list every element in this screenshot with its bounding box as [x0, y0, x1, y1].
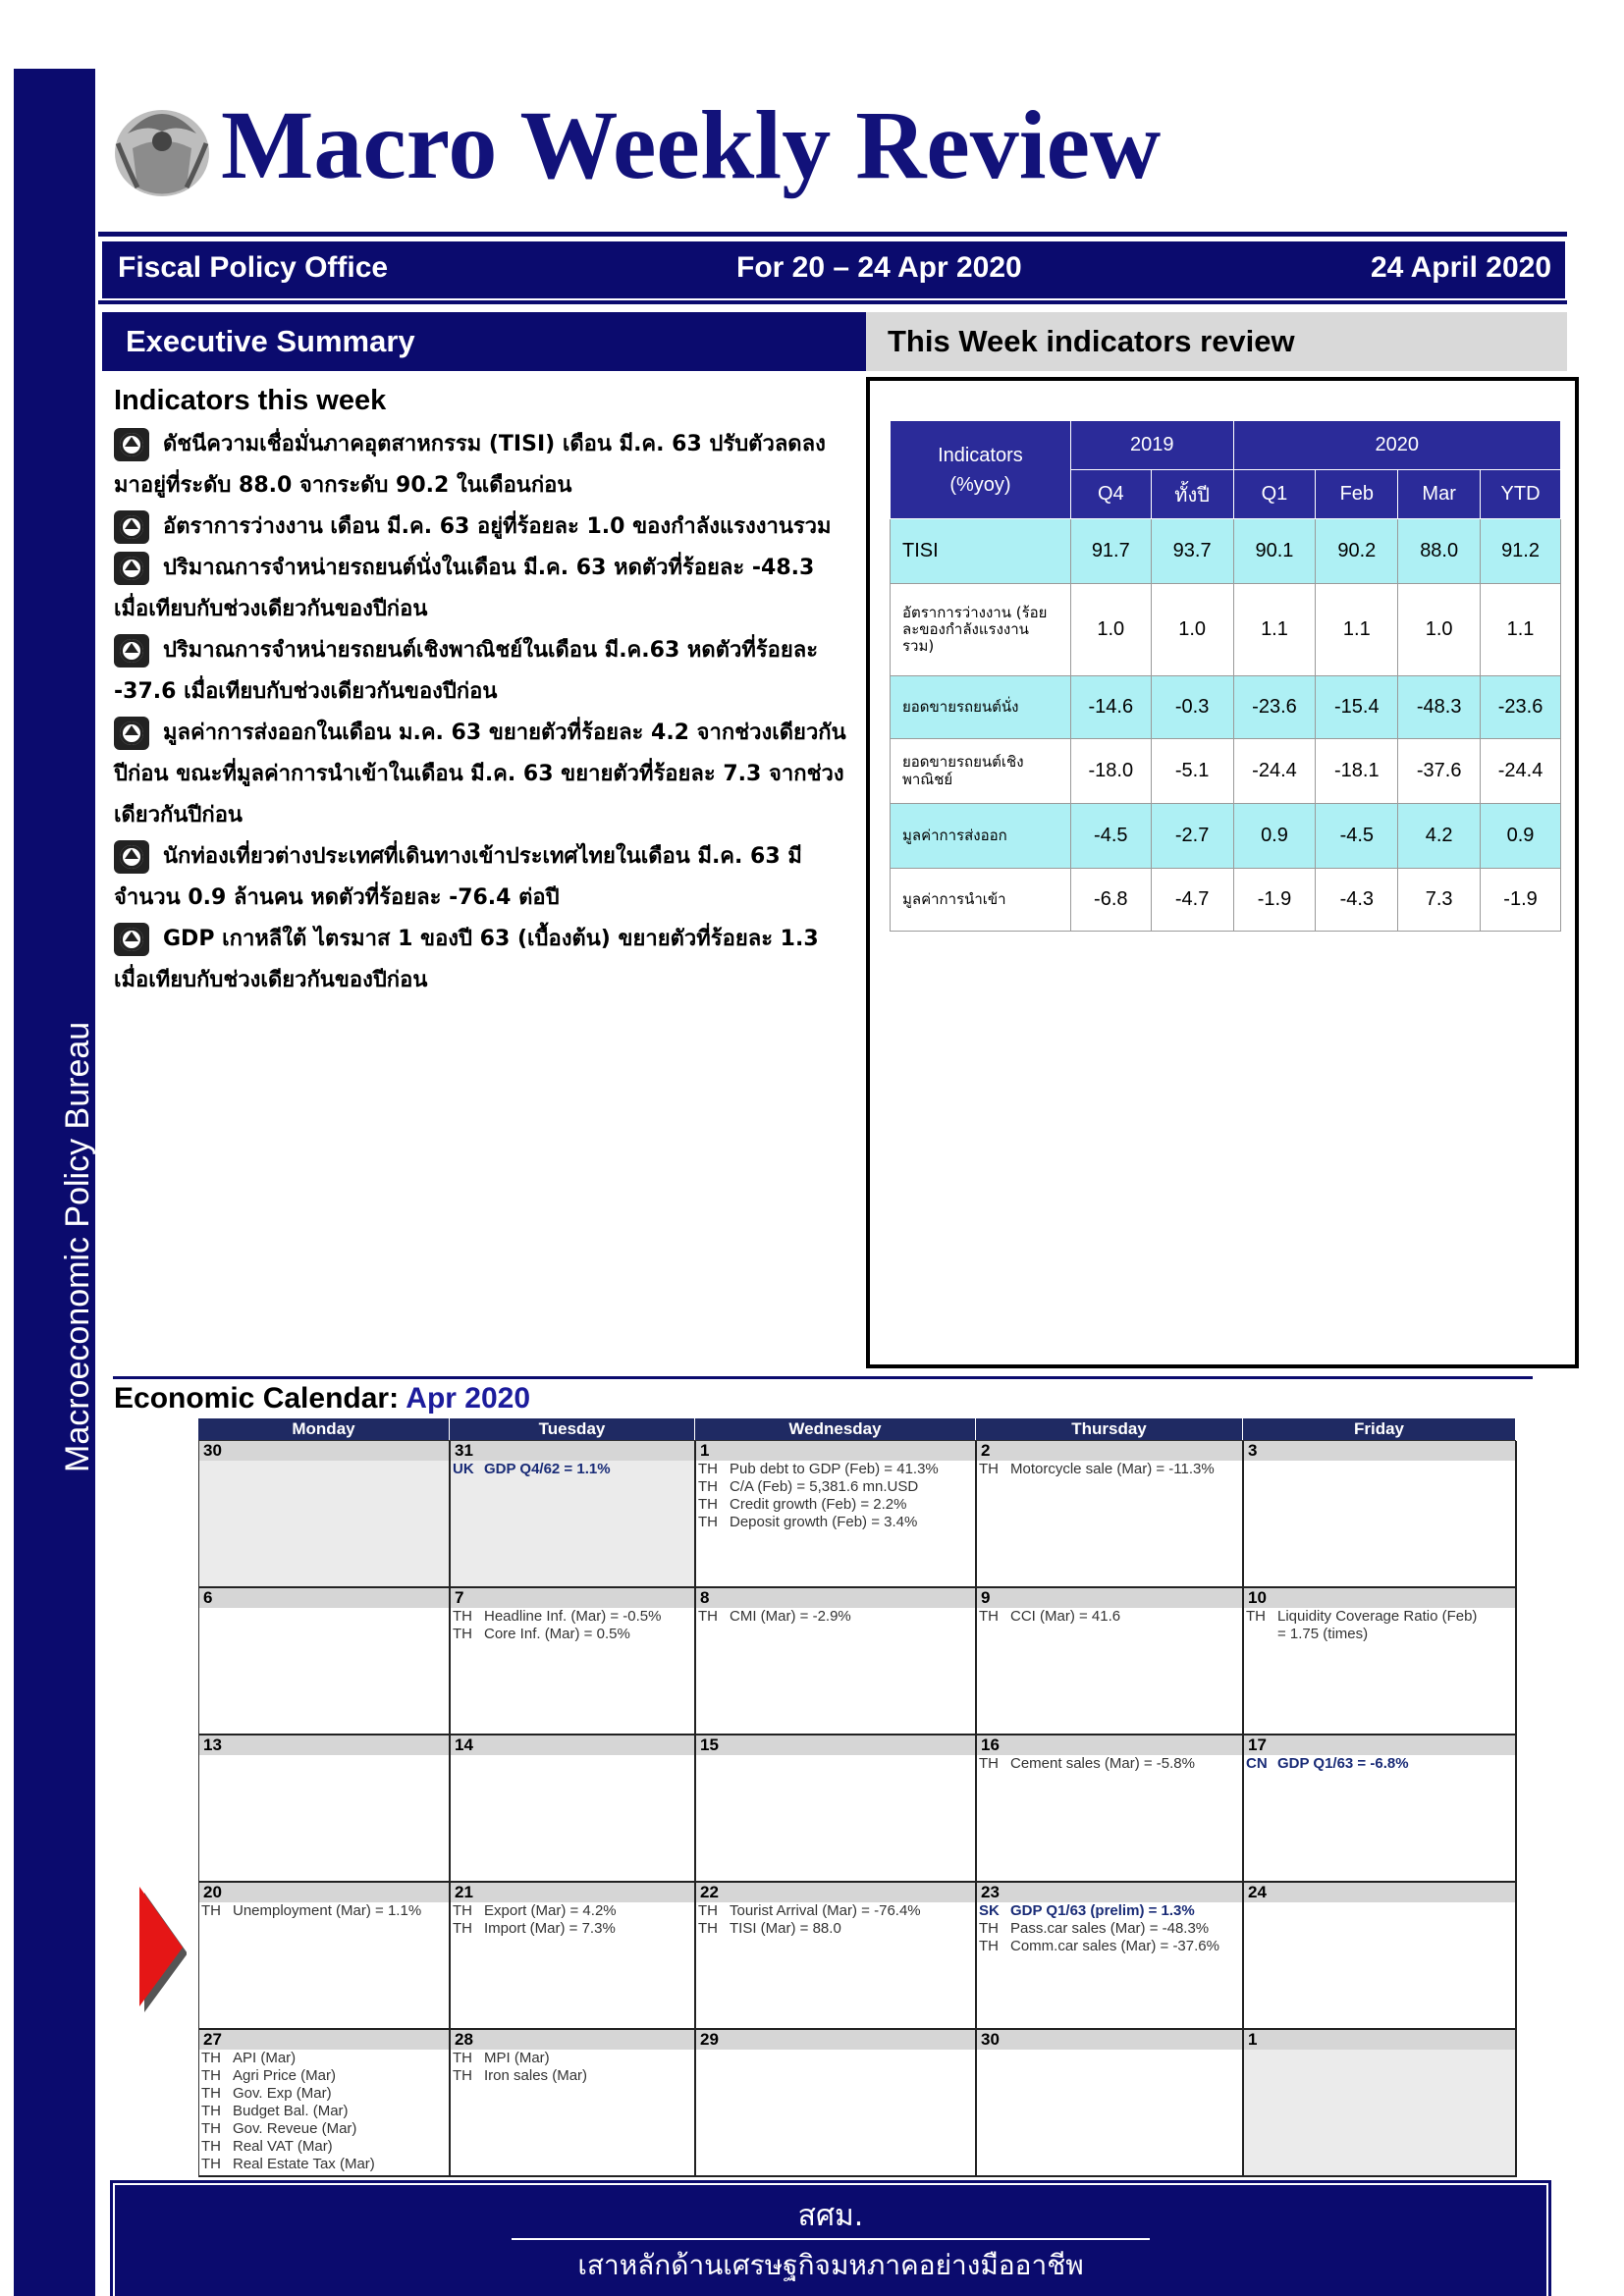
calendar-event — [977, 1755, 1242, 1773]
event-text: Core Inf. (Mar) = 0.5% — [484, 1626, 630, 1642]
list-item: ดัชนีความเชื่อมั่นภาคอุตสาหกรรม (TISI) เดือน มี.ค. 63 ปรับตัวลดลงมาอยู่ที่ระดับ 88.0 จากระดับ 90.2 ในเดือนก่อน — [114, 424, 850, 507]
calendar-day-cell — [451, 1735, 696, 1883]
year-2019-header: 2019 — [1070, 421, 1233, 470]
country-code: TH — [698, 1496, 718, 1513]
day-number: 1 — [696, 1441, 975, 1461]
weekday-label: Wednesday — [695, 1418, 976, 1440]
event-text: Deposit growth (Feb) = 3.4% — [730, 1514, 918, 1530]
executive-summary-heading: Executive Summary — [102, 312, 866, 371]
indicator-table — [890, 420, 1561, 932]
calendar-day-cell — [977, 1883, 1244, 2030]
table-row: TISI 91.7 93.7 90.1 90.2 88.0 91.2 — [891, 519, 1561, 584]
calendar-event — [451, 1608, 694, 1626]
calendar-day-cell — [1244, 2030, 1517, 2177]
country-code: SK — [979, 1902, 1000, 1919]
country-code: TH — [1246, 1608, 1266, 1625]
table-row: ยอดขายรถยนต์เชิงพาณิชย์ -18.0 -5.1 -24.4 -18.1 -37.6 -24.4 — [891, 739, 1561, 804]
event-text: = 1.75 (times) — [1277, 1626, 1369, 1642]
event-text: Tourist Arrival (Mar) = -76.4% — [730, 1902, 921, 1919]
country-code: TH — [201, 2120, 221, 2137]
table-row: ยอดขายรถยนต์นั่ง -14.6 -0.3 -23.6 -15.4 -48.3 -23.6 — [891, 676, 1561, 739]
calendar-event — [977, 1608, 1242, 1626]
day-number: 24 — [1244, 1883, 1515, 1902]
arrow-up-icon — [114, 923, 149, 956]
calendar-event — [1244, 1608, 1515, 1626]
calendar-day-cell — [977, 2030, 1244, 2177]
event-text: GDP Q4/62 = 1.1% — [484, 1461, 611, 1477]
calendar-event — [451, 1461, 694, 1478]
event-text: GDP Q1/63 (prelim) = 1.3% — [1010, 1902, 1195, 1919]
day-number: 8 — [696, 1588, 975, 1608]
calendar-day-cell — [696, 1883, 977, 2030]
col-header: Q4 — [1070, 470, 1151, 519]
garuda-logo-icon — [108, 94, 216, 204]
calendar-event — [451, 1626, 694, 1643]
country-code: TH — [979, 1461, 999, 1477]
event-text: Gov. Exp (Mar) — [233, 2085, 332, 2102]
country-code: TH — [698, 1608, 718, 1625]
calendar-event — [199, 2067, 449, 2085]
day-number: 23 — [977, 1883, 1242, 1902]
footer-abbrev: สศม. — [797, 2199, 864, 2233]
calendar-weekday-header — [198, 1418, 1516, 1440]
calendar-day-cell — [977, 1441, 1244, 1588]
calendar-event — [977, 1938, 1242, 1955]
day-number: 2 — [977, 1441, 1242, 1461]
calendar-event — [451, 1920, 694, 1938]
calendar-rule — [113, 1376, 1533, 1379]
country-code: CN — [1246, 1755, 1268, 1772]
calendar-day-cell — [451, 1883, 696, 2030]
calendar-event — [696, 1920, 975, 1938]
col-header: Mar — [1398, 470, 1481, 519]
calendar-event — [696, 1514, 975, 1531]
event-text: Pub debt to GDP (Feb) = 41.3% — [730, 1461, 939, 1477]
country-code: TH — [453, 2050, 472, 2066]
event-text: Headline Inf. (Mar) = -0.5% — [484, 1608, 662, 1625]
calendar-event — [199, 1902, 449, 1920]
country-code: TH — [979, 1920, 999, 1937]
calendar-day-cell — [977, 1588, 1244, 1735]
calendar-event — [696, 1496, 975, 1514]
calendar-day-cell — [199, 1883, 451, 2030]
calendar-event — [1244, 1626, 1515, 1643]
calendar-day-cell — [1244, 1883, 1517, 2030]
calendar-event — [451, 2067, 694, 2085]
calendar-event — [696, 1902, 975, 1920]
calendar-event — [977, 1461, 1242, 1478]
calendar-day-cell — [199, 1588, 451, 1735]
calendar-day-cell — [451, 1588, 696, 1735]
country-code — [1244, 1626, 1277, 1643]
country-code: TH — [979, 1938, 999, 1954]
calendar-day-cell — [1244, 1441, 1517, 1588]
country-code: TH — [453, 1608, 472, 1625]
day-number: 31 — [451, 1441, 694, 1461]
header-rule — [98, 232, 1567, 237]
col-header: Q1 — [1233, 470, 1316, 519]
period-label: For 20 – 24 Apr 2020 — [736, 251, 1022, 284]
calendar-event — [199, 2138, 449, 2156]
weekday-label: Tuesday — [450, 1418, 695, 1440]
table-row: มูลค่าการนำเข้า -6.8 -4.7 -1.9 -4.3 7.3 -1.9 — [891, 869, 1561, 932]
day-number: 6 — [199, 1588, 449, 1608]
country-code: TH — [201, 2067, 221, 2084]
indicators-review-heading: This Week indicators review — [866, 312, 1567, 371]
calendar-day-cell — [451, 2030, 696, 2177]
arrow-up-icon — [114, 510, 149, 544]
year-2020-header: 2020 — [1233, 421, 1560, 470]
country-code: TH — [201, 1902, 221, 1919]
country-code: TH — [698, 1902, 718, 1919]
current-week-arrow-icon — [135, 1885, 187, 2012]
event-text: API (Mar) — [233, 2050, 297, 2066]
col-header: ทั้งปี — [1151, 470, 1233, 519]
country-code: TH — [453, 1626, 472, 1642]
arrow-up-icon — [114, 717, 149, 750]
event-text: MPI (Mar) — [484, 2050, 550, 2066]
header-banner — [102, 241, 1565, 298]
list-item: GDP เกาหลีใต้ ไตรมาส 1 ของปี 63 (เบื้องต้น) ขยายตัวที่ร้อยละ 1.3 เมื่อเทียบกับช่วงเดียวกันของปีก่อน — [114, 919, 850, 1001]
country-code: TH — [201, 2103, 221, 2119]
list-item: มูลค่าการส่งออกในเดือน ม.ค. 63 ขยายตัวที่ร้อยละ 4.2 จากช่วงเดียวกันปีก่อน ขณะที่มูลค่าการนำเข้าในเดือน มี.ค. 63 ขยายตัวที่ร้อยละ 7.3 จากช่วงเดียวกันปีก่อน — [114, 713, 850, 836]
calendar-event — [451, 2050, 694, 2067]
country-code: TH — [979, 1608, 999, 1625]
day-number: 30 — [977, 2030, 1242, 2050]
event-text: Budget Bal. (Mar) — [233, 2103, 349, 2119]
list-item: ปริมาณการจำหน่ายรถยนต์เชิงพาณิชย์ในเดือน มี.ค.63 หดตัวที่ร้อยละ -37.6 เมื่อเทียบกับช่วงเดียวกันของปีก่อน — [114, 630, 850, 713]
calendar-event — [977, 1920, 1242, 1938]
weekday-label: Friday — [1243, 1418, 1516, 1440]
table-row: อัตราการว่างงาน (ร้อยละของกำลังแรงงานรวม) 1.0 1.0 1.1 1.1 1.0 1.1 — [891, 584, 1561, 676]
event-text: Export (Mar) = 4.2% — [484, 1902, 617, 1919]
col-header: YTD — [1481, 470, 1561, 519]
day-number: 7 — [451, 1588, 694, 1608]
event-text: Cement sales (Mar) = -5.8% — [1010, 1755, 1195, 1772]
calendar-event — [199, 2156, 449, 2173]
day-number: 13 — [199, 1735, 449, 1755]
calendar-grid — [198, 1440, 1516, 2177]
event-text: Motorcycle sale (Mar) = -11.3% — [1010, 1461, 1215, 1477]
calendar-event — [1244, 1755, 1515, 1773]
header-rule-bottom — [98, 300, 1567, 304]
calendar-event — [696, 1461, 975, 1478]
arrow-up-icon — [114, 428, 149, 461]
day-number: 1 — [1244, 2030, 1515, 2050]
list-item: นักท่องเที่ยวต่างประเทศที่เดินทางเข้าประเทศไทยในเดือน มี.ค. 63 มีจำนวน 0.9 ล้านคน หดตัวที่ร้อยละ -76.4 ต่อปี — [114, 836, 850, 919]
list-item: ปริมาณการจำหน่ายรถยนต์นั่งในเดือน มี.ค. 63 หดตัวที่ร้อยละ -48.3 เมื่อเทียบกับช่วงเดียวกันของปีก่อน — [114, 548, 850, 630]
calendar-day-cell — [696, 1588, 977, 1735]
event-text: Iron sales (Mar) — [484, 2067, 588, 2084]
country-code: TH — [201, 2050, 221, 2066]
country-code: TH — [698, 1478, 718, 1495]
calendar-day-cell — [696, 1441, 977, 1588]
calendar-day-cell — [451, 1441, 696, 1588]
calendar-title: Economic Calendar: Apr 2020 — [114, 1382, 531, 1415]
day-number: 9 — [977, 1588, 1242, 1608]
calendar-day-cell — [199, 2030, 451, 2177]
issue-date: 24 April 2020 — [1371, 251, 1551, 284]
day-number: 10 — [1244, 1588, 1515, 1608]
event-text: Credit growth (Feb) = 2.2% — [730, 1496, 907, 1513]
calendar-day-cell — [696, 1735, 977, 1883]
calendar-day-cell — [199, 1735, 451, 1883]
calendar-day-cell — [977, 1735, 1244, 1883]
country-code: TH — [201, 2156, 221, 2172]
footer-banner — [113, 2183, 1548, 2296]
calendar-event — [696, 1478, 975, 1496]
calendar-event — [199, 2103, 449, 2120]
footer-slogan: เสาหลักด้านเศรษฐกิจมหภาคอย่างมืออาชีพ — [577, 2249, 1084, 2281]
day-number: 20 — [199, 1883, 449, 1902]
country-code: TH — [453, 1902, 472, 1919]
calendar-event — [451, 1902, 694, 1920]
event-text: C/A (Feb) = 5,381.6 mn.USD — [730, 1478, 919, 1495]
event-text: Unemployment (Mar) = 1.1% — [233, 1902, 422, 1919]
economic-calendar — [198, 1418, 1516, 2177]
calendar-event — [199, 2050, 449, 2067]
calendar-event — [199, 2085, 449, 2103]
calendar-day-cell — [1244, 1735, 1517, 1883]
event-text: Gov. Reveue (Mar) — [233, 2120, 357, 2137]
day-number: 17 — [1244, 1735, 1515, 1755]
calendar-event — [977, 1902, 1242, 1920]
country-code: TH — [201, 2085, 221, 2102]
country-code: TH — [698, 1920, 718, 1937]
country-code: TH — [698, 1514, 718, 1530]
office-label: Fiscal Policy Office — [118, 251, 389, 284]
sidebar-bureau-label: Macroeconomic Policy Bureau — [59, 1021, 96, 1472]
day-number: 3 — [1244, 1441, 1515, 1461]
indicator-header: Indicators (%yoy) — [891, 421, 1071, 519]
day-number: 28 — [451, 2030, 694, 2050]
arrow-up-icon — [114, 634, 149, 667]
country-code: TH — [201, 2138, 221, 2155]
event-text: Pass.car sales (Mar) = -48.3% — [1010, 1920, 1210, 1937]
day-number: 16 — [977, 1735, 1242, 1755]
footer-rule — [512, 2238, 1150, 2240]
weekday-label: Monday — [198, 1418, 450, 1440]
event-text: GDP Q1/63 = -6.8% — [1277, 1755, 1409, 1772]
weekday-label: Thursday — [976, 1418, 1243, 1440]
event-text: Real Estate Tax (Mar) — [233, 2156, 375, 2172]
calendar-day-cell — [696, 2030, 977, 2177]
event-text: CMI (Mar) = -2.9% — [730, 1608, 851, 1625]
event-text: TISI (Mar) = 88.0 — [730, 1920, 841, 1937]
col-header: Feb — [1316, 470, 1398, 519]
day-number: 21 — [451, 1883, 694, 1902]
country-code: TH — [453, 2067, 472, 2084]
indicators-heading: Indicators this week — [114, 385, 387, 416]
calendar-day-cell — [1244, 1588, 1517, 1735]
indicator-table-box — [866, 377, 1579, 1368]
event-text: Comm.car sales (Mar) = -37.6% — [1010, 1938, 1219, 1954]
calendar-day-cell — [199, 1441, 451, 1588]
arrow-up-icon — [114, 840, 149, 874]
day-number: 29 — [696, 2030, 975, 2050]
country-code: UK — [453, 1461, 474, 1477]
list-item: อัตราการว่างงาน เดือน มี.ค. 63 อยู่ที่ร้อยละ 1.0 ของกำลังแรงงานรวม — [114, 507, 850, 548]
calendar-event — [199, 2120, 449, 2138]
arrow-up-icon — [114, 552, 149, 585]
day-number: 14 — [451, 1735, 694, 1755]
event-text: Import (Mar) = 7.3% — [484, 1920, 616, 1937]
day-number: 22 — [696, 1883, 975, 1902]
country-code: TH — [453, 1920, 472, 1937]
day-number: 30 — [199, 1441, 449, 1461]
indicator-list — [114, 424, 850, 1001]
day-number: 15 — [696, 1735, 975, 1755]
calendar-month: Apr 2020 — [406, 1382, 531, 1415]
table-row: มูลค่าการส่งออก -4.5 -2.7 0.9 -4.5 4.2 0.9 — [891, 804, 1561, 869]
event-text: CCI (Mar) = 41.6 — [1010, 1608, 1121, 1625]
page-title: Macro Weekly Review — [221, 90, 1162, 199]
event-text: Liquidity Coverage Ratio (Feb) — [1277, 1608, 1478, 1625]
event-text: Agri Price (Mar) — [233, 2067, 337, 2084]
event-text: Real VAT (Mar) — [233, 2138, 333, 2155]
country-code: TH — [698, 1461, 718, 1477]
day-number: 27 — [199, 2030, 449, 2050]
country-code: TH — [979, 1755, 999, 1772]
calendar-event — [696, 1608, 975, 1626]
